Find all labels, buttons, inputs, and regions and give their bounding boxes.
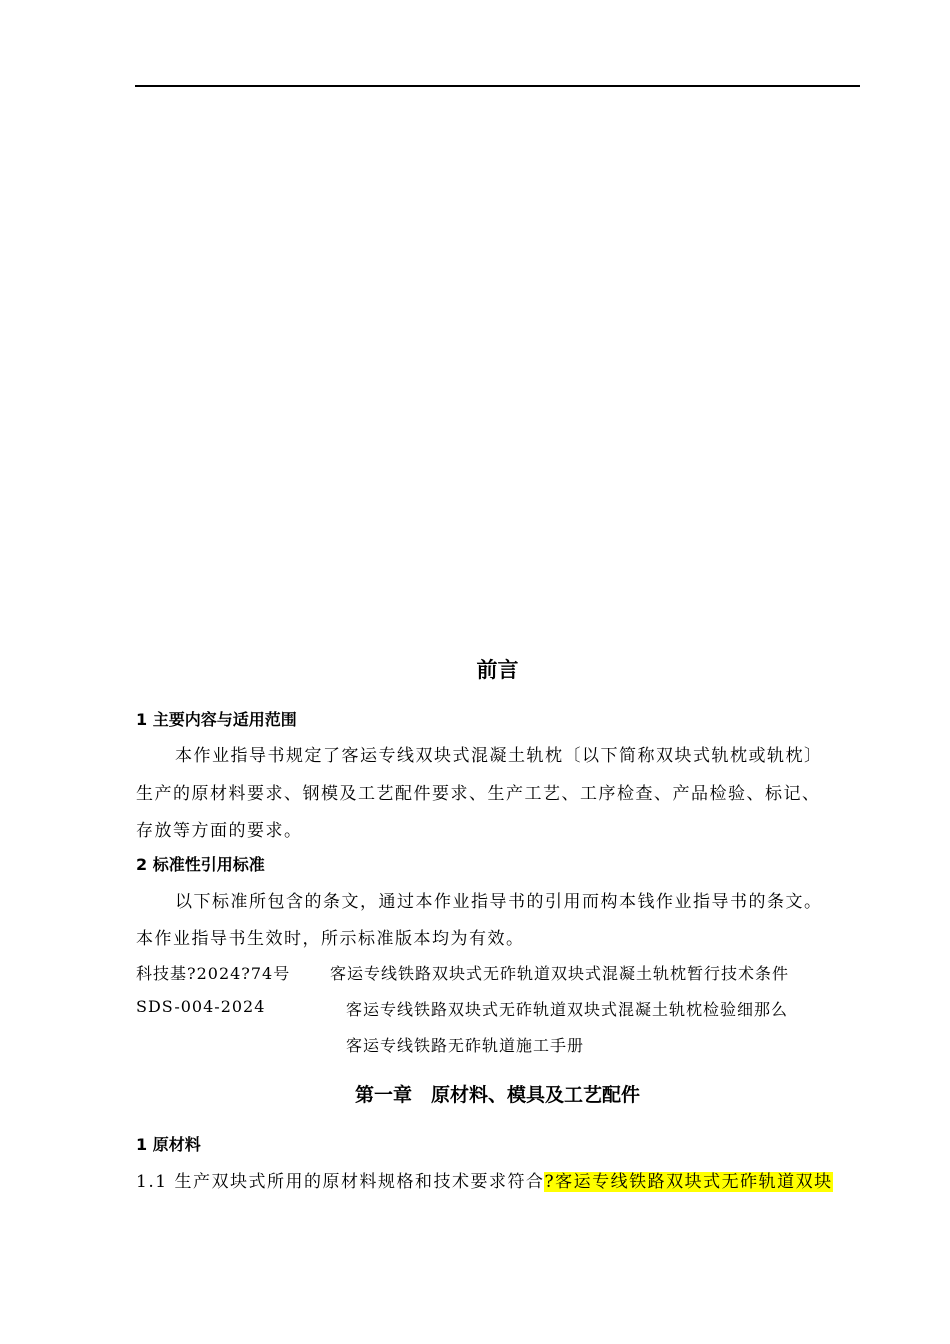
scope-paragraph-line-1: 本作业指导书规定了客运专线双块式混凝土轨枕〔以下简称双块式轨枕或轨枕〕	[175, 746, 823, 766]
reference-title-1: 客运专线铁路双块式无砟轨道双块式混凝土轨枕暂行技术条件	[330, 964, 790, 983]
preface-title: 前言	[476, 658, 519, 682]
section-heading-scope: 1 主要内容与适用范围	[136, 710, 297, 729]
reference-title-2: 客运专线铁路双块式无砟轨道双块式混凝土轨枕检验细那么	[346, 1000, 789, 1019]
chapter-title: 第一章 原材料、模具及工艺配件	[354, 1084, 640, 1106]
reference-title-3: 客运专线铁路无砟轨道施工手册	[346, 1036, 585, 1055]
reference-code-2: SDS-004-2024	[136, 997, 266, 1016]
references-paragraph-line-2: 本作业指导书生效时，所示标准版本均为有效。	[136, 929, 525, 949]
reference-code-1: 科技基?2024?74号	[136, 964, 291, 983]
item-1-1	[136, 1167, 833, 1192]
scope-paragraph-line-2: 生产的原材料要求、钢模及工艺配件要求、生产工艺、工序检查、产品检验、标记、	[136, 784, 821, 804]
section-heading-references: 2 标准性引用标准	[136, 855, 265, 874]
references-paragraph-line-1: 以下标准所包含的条文，通过本作业指导书的引用而构本钱作业指导书的条文。	[175, 892, 823, 912]
section-heading-raw-materials: 1 原材料	[136, 1135, 201, 1154]
item-1-1-text: 1.1 生产双块式所用的原材料规格和技术要求符合	[136, 1172, 545, 1192]
item-1-1-highlight: ?客运专线铁路双块式无砟轨道双块	[544, 1172, 833, 1192]
scope-paragraph-line-3: 存放等方面的要求。	[136, 821, 303, 841]
header-rule	[135, 85, 860, 87]
